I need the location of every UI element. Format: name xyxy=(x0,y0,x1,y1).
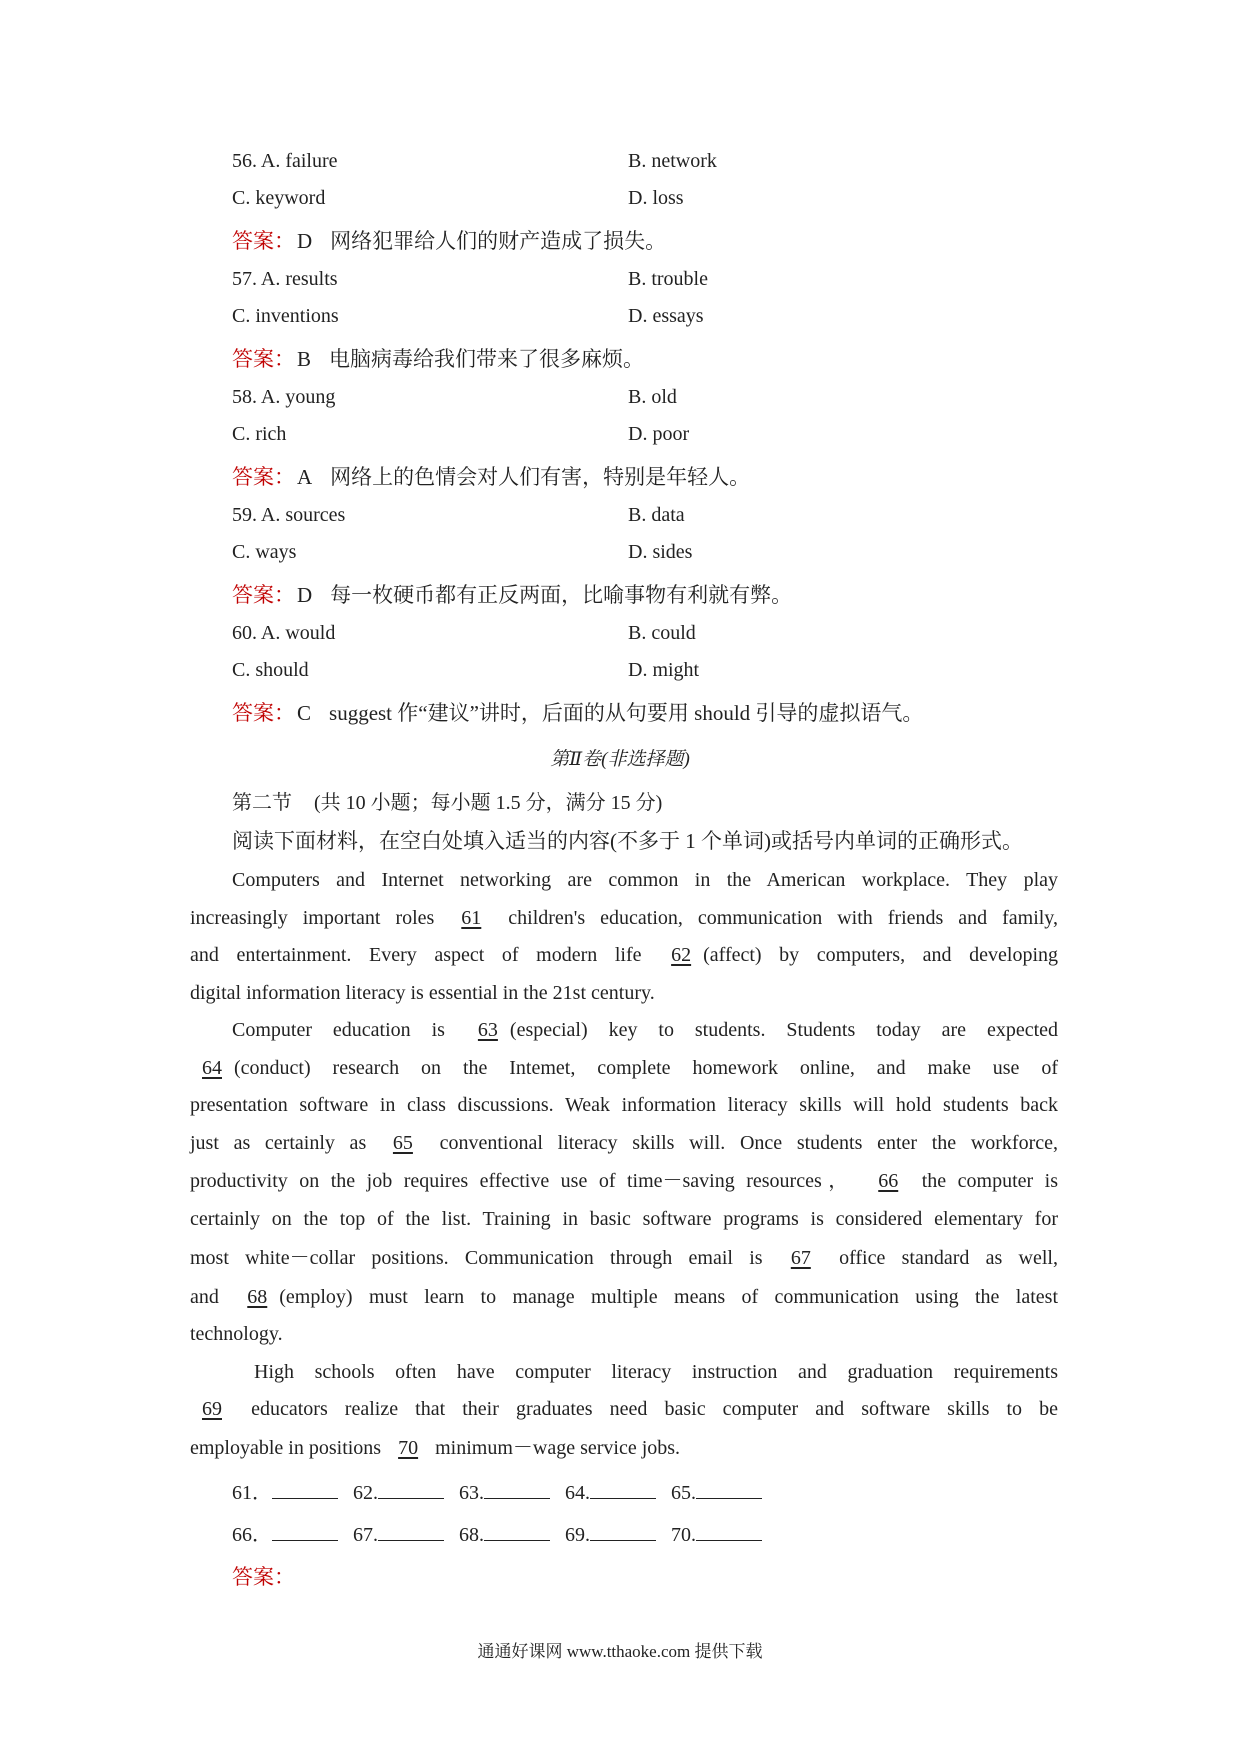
answer-blank xyxy=(378,1522,444,1541)
section-instruction: 阅读下面材料，在空白处填入适当的内容(不多于 1 个单词)或括号内单词的正确形式。 xyxy=(232,829,1023,853)
option-c: C. ways xyxy=(232,541,297,563)
answer-blank xyxy=(484,1480,550,1499)
blank-69: 69 xyxy=(202,1398,222,1420)
blank-64: 64 xyxy=(202,1057,222,1079)
section-heading xyxy=(232,786,662,815)
section-info: (共 10 小题；每小题 1.5 分，满分 15 分) xyxy=(314,792,663,814)
option-c: C. rich xyxy=(232,423,287,445)
answer-60 xyxy=(232,697,923,727)
answer-label: 答案： xyxy=(232,701,295,725)
blank-62: 62 xyxy=(671,944,692,966)
blank-61: 61 xyxy=(461,907,482,929)
answer-explanation: 网络犯罪给人们的财产造成了损失。 xyxy=(330,229,667,253)
question-58-row-cd xyxy=(232,423,1032,453)
passage-line: increasingly important roles 61 children's education, communication with friends and family, xyxy=(190,903,1058,933)
option-c: C. keyword xyxy=(232,187,326,209)
answer-blank xyxy=(484,1522,550,1541)
passage-line: just as certainly as 65 conventional literacy skills will. Once students enter the workforce, xyxy=(190,1128,1058,1158)
answer-58 xyxy=(232,461,750,491)
answer-key: C xyxy=(297,701,312,725)
answer-label: 答案： xyxy=(232,583,295,607)
passage-line: digital information literacy is essential in the 21st century. xyxy=(190,982,655,1004)
option-a: 57. A. results xyxy=(232,268,338,290)
section-name: 第二节 xyxy=(232,792,292,814)
answer-blank xyxy=(378,1480,444,1499)
passage-line: and entertainment. Every aspect of modern life 62 (affect) by computers, and developing xyxy=(190,940,1058,970)
question-59-row-cd xyxy=(232,541,1032,571)
option-c: C. should xyxy=(232,659,309,681)
option-d: D. sides xyxy=(628,541,693,563)
option-b: B. trouble xyxy=(628,268,708,290)
question-60-row-cd xyxy=(232,659,1032,689)
passage-line: technology. xyxy=(190,1323,283,1345)
part-title: 第Ⅱ卷(非选择题) xyxy=(550,749,690,770)
question-56-row-cd xyxy=(232,187,1032,217)
option-a: 56. A. failure xyxy=(232,150,338,172)
option-c: C. inventions xyxy=(232,305,339,327)
question-60-row-ab xyxy=(232,622,1032,652)
question-57-row-cd xyxy=(232,305,1032,335)
passage-line: 69 educators realize that their graduates need basic computer and software skills to be xyxy=(190,1394,1058,1424)
option-b: B. data xyxy=(628,504,685,526)
passage-line: most white－collar positions. Communication through email is 67 office standard as well, xyxy=(190,1243,1058,1273)
answer-blank xyxy=(272,1480,338,1499)
question-57-row-ab xyxy=(232,268,1032,298)
passage-line: High schools often have computer literacy instruction and graduation requirements xyxy=(254,1361,1058,1383)
option-d: D. might xyxy=(628,659,700,681)
answer-blank xyxy=(272,1522,338,1541)
passage-line: certainly on the top of the list. Training in basic software programs is considered elementary for xyxy=(190,1208,1058,1230)
answer-explanation: 网络上的色情会对人们有害，特别是年轻人。 xyxy=(330,465,751,489)
answer-key: D xyxy=(297,229,313,253)
question-56-row-ab xyxy=(232,150,1032,180)
page-footer: 通通好课网 www.tthaoke.com 提供下载 xyxy=(477,1642,763,1661)
question-59-row-ab xyxy=(232,504,1032,534)
answer-blank xyxy=(696,1522,762,1541)
answer-explanation: 电脑病毒给我们带来了很多麻烦。 xyxy=(329,347,645,371)
answer-lines-row-1: 61． 62. 63. 64. 65. xyxy=(232,1476,772,1505)
blank-67: 67 xyxy=(790,1247,811,1269)
answer-blank xyxy=(590,1522,656,1541)
passage-line: and 68 (employ) must learn to manage multiple means of communication using the latest xyxy=(190,1282,1058,1312)
answer-key: B xyxy=(297,347,312,371)
answer-explanation: suggest 作“建议”讲时，后面的从句要用 should 引导的虚拟语气。 xyxy=(329,701,924,725)
answer-lines-row-2: 66． 67. 68. 69. 70. xyxy=(232,1518,772,1547)
passage-line: productivity on the job requires effective use of time－saving resources， 66 the computer is xyxy=(190,1166,1058,1196)
answer-56 xyxy=(232,225,666,255)
answer-blank xyxy=(590,1480,656,1499)
blank-70: 70 xyxy=(398,1437,419,1459)
blank-63: 63 xyxy=(477,1019,498,1041)
passage-line: 64 (conduct) research on the Intemet, complete homework online, and make use of xyxy=(190,1053,1058,1083)
option-d: D. poor xyxy=(628,423,690,445)
passage-line: employable in positions 70 minimum－wage service jobs. xyxy=(190,1433,1058,1463)
passage-line: Computers and Internet networking are common in the American workplace. They play xyxy=(232,869,1058,891)
question-58-row-ab xyxy=(232,386,1032,416)
answer-59 xyxy=(232,579,792,609)
option-a: 58. A. young xyxy=(232,386,336,408)
option-b: B. could xyxy=(628,622,696,644)
answer-key: D xyxy=(297,583,313,607)
option-d: D. essays xyxy=(628,305,704,327)
option-b: B. old xyxy=(628,386,677,408)
answer-explanation: 每一枚硬币都有正反两面，比喻事物有利就有弊。 xyxy=(330,583,793,607)
answer-label: 答案： xyxy=(232,465,295,489)
option-a: 60. A. would xyxy=(232,622,336,644)
option-b: B. network xyxy=(628,150,717,172)
passage-line: presentation software in class discussions. Weak information literacy skills will hold students back xyxy=(190,1094,1058,1116)
answer-57 xyxy=(232,343,644,373)
option-d: D. loss xyxy=(628,187,684,209)
passage-line: Computer education is 63 (especial) key to students. Students today are expected xyxy=(232,1015,1058,1045)
blank-65: 65 xyxy=(392,1132,413,1154)
answer-key: A xyxy=(297,465,313,489)
answer-blank xyxy=(696,1480,762,1499)
option-a: 59. A. sources xyxy=(232,504,346,526)
answer-label: 答案： xyxy=(232,229,295,253)
final-answer-label: 答案： xyxy=(232,1565,295,1589)
blank-66: 66 xyxy=(878,1170,899,1192)
answer-label: 答案： xyxy=(232,347,295,371)
blank-68: 68 xyxy=(247,1286,268,1308)
